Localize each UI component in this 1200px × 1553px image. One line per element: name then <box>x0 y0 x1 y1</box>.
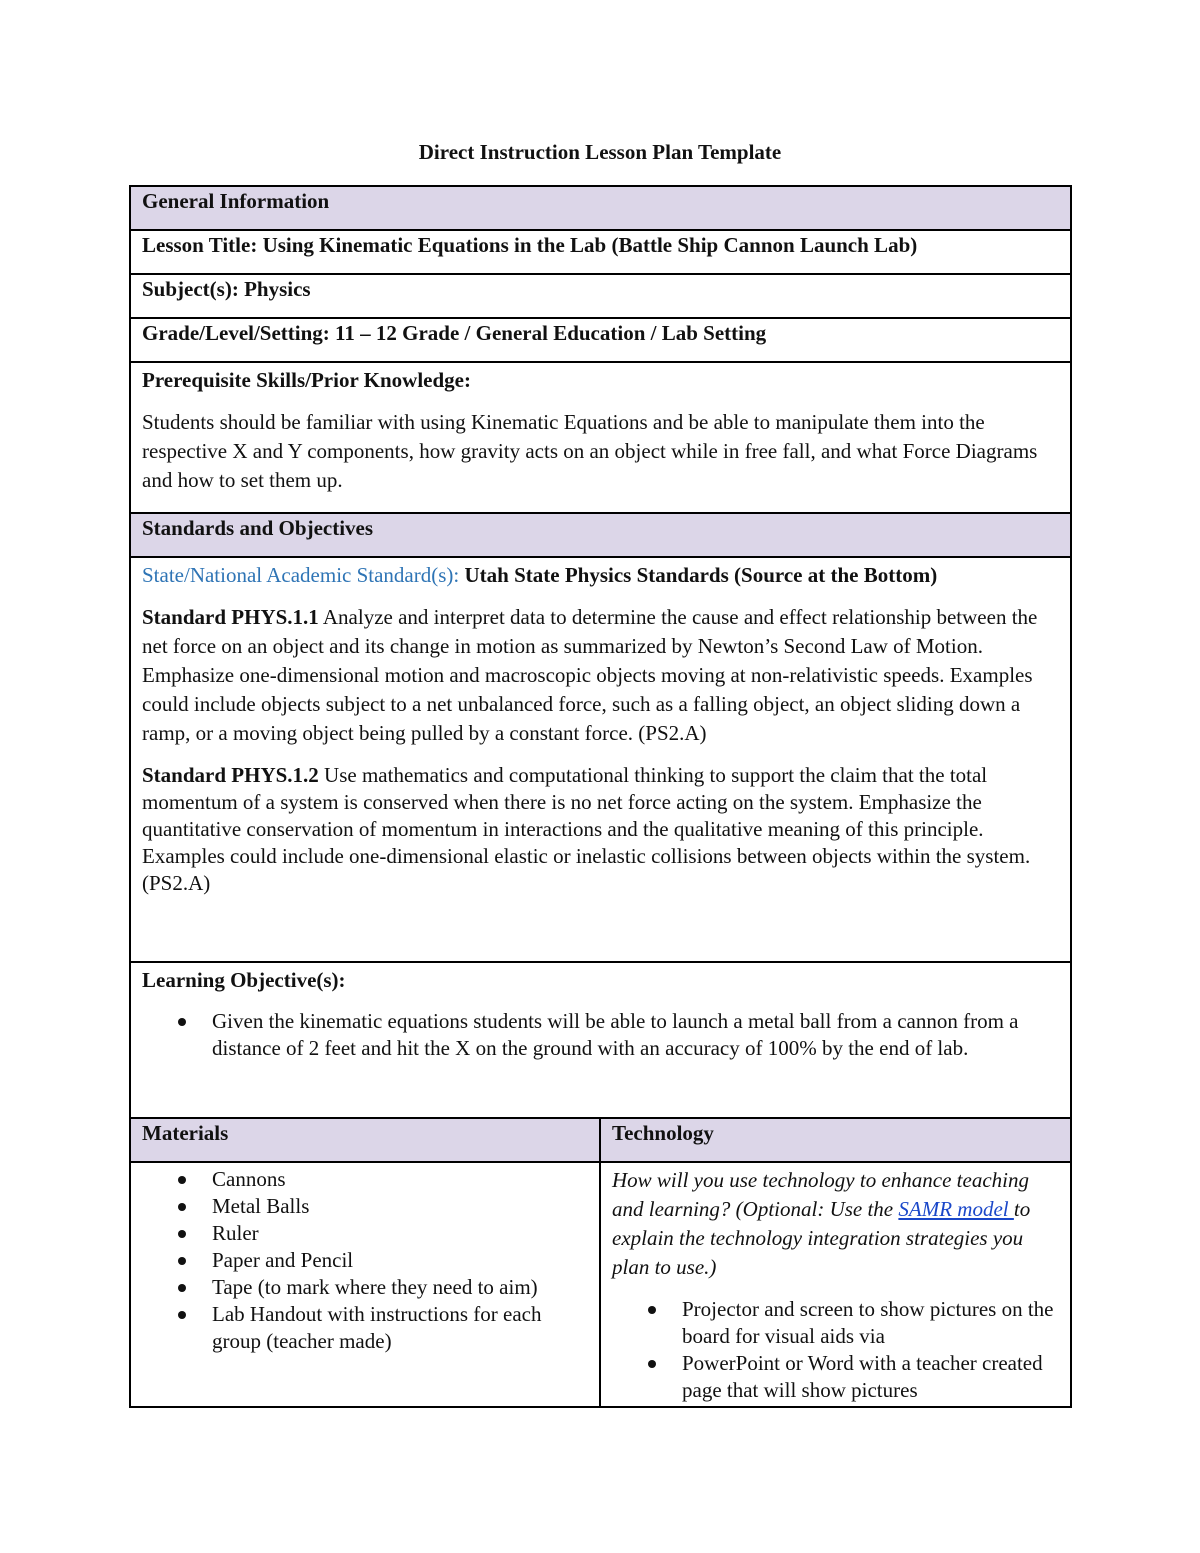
samr-model-link[interactable]: SAMR model <box>898 1197 1014 1221</box>
list-item: PowerPoint or Word with a teacher created page that will show pictures <box>682 1350 1060 1404</box>
standard-2-text: Use mathematics and computational thinking to support the claim that the total momentum of a system is conserved when there is no net force acting on the system. Emphasize the quantitative conservation of momentum in interactions and the qualitative meaning of this principle. Examples could include one-dimensional elastic or inelastic collisions between objects within the system. (PS2.A) <box>142 763 1031 895</box>
list-item: Metal Balls <box>212 1193 589 1220</box>
materials-header: Materials <box>130 1118 600 1162</box>
standard-phys-1-2 <box>142 762 1060 897</box>
technology-prompt <box>612 1166 1060 1282</box>
list-item: Lab Handout with instructions for each group (teacher made) <box>212 1301 589 1355</box>
technology-header: Technology <box>600 1118 1071 1162</box>
materials-cell <box>130 1162 600 1407</box>
learning-objectives-list <box>142 1008 1060 1062</box>
state-standard-value: Utah State Physics Standards (Source at the Bottom) <box>459 563 938 587</box>
technology-prompt-end: to explain the technology integration strategies you plan to use.) <box>612 1197 1031 1279</box>
list-item: Given the kinematic equations students will be able to launch a metal ball from a cannon from a distance of 2 feet and hit the X on the ground with an accuracy of 100% by the end of lab. <box>212 1008 1060 1062</box>
list-item: Tape (to mark where they need to aim) <box>212 1274 589 1301</box>
subjects: Subject(s): Physics <box>130 274 1071 318</box>
standards-cell <box>130 557 1071 962</box>
list-item: Ruler <box>212 1220 589 1247</box>
document-title: Direct Instruction Lesson Plan Template <box>418 140 782 164</box>
technology-prompt-start: How will you use technology to enhance teaching and learning? (Optional: Use the <box>612 1168 1029 1221</box>
state-standard-line <box>142 561 1060 589</box>
state-standard-label: State/National Academic Standard(s): <box>142 563 460 587</box>
list-item: Cannons <box>212 1166 589 1193</box>
standards-objectives-header: Standards and Objectives <box>130 513 1071 557</box>
lesson-plan-table <box>129 185 1072 1408</box>
materials-list <box>142 1166 589 1355</box>
learning-objectives-cell <box>130 962 1071 1118</box>
prerequisite-cell <box>130 362 1071 513</box>
prerequisite-label: Prerequisite Skills/Prior Knowledge: <box>142 368 471 392</box>
lesson-title: Lesson Title: Using Kinematic Equations in the Lab (Battle Ship Cannon Launch Lab) <box>130 230 1071 274</box>
list-item: Projector and screen to show pictures on the board for visual aids via <box>682 1296 1060 1350</box>
technology-list <box>612 1296 1060 1404</box>
standard-1-text: Analyze and interpret data to determine the cause and effect relationship between the net force on an object and its change in motion as summarized by Newton’s Second Law of Motion. Emphasize one-dimensional motion and macroscopic objects moving at non-relativistic speeds. Examples could include objects subject to a net unbalanced force, such as a falling object, an object sliding down a ramp, or a moving object being pulled by a constant force. (PS2.A) <box>142 605 1038 745</box>
list-item: Paper and Pencil <box>212 1247 589 1274</box>
grade-level-setting: Grade/Level/Setting: 11 – 12 Grade / General Education / Lab Setting <box>130 318 1071 362</box>
prerequisite-text: Students should be familiar with using Kinematic Equations and be able to manipulate them into the respective X and Y components, how gravity acts on an object while in free fall, and what Force Diagrams and how to set them up. <box>142 410 1038 492</box>
standard-phys-1-1 <box>142 603 1060 748</box>
technology-cell <box>600 1162 1071 1407</box>
standard-1-label: Standard PHYS.1.1 <box>142 605 319 629</box>
learning-objectives-label: Learning Objective(s): <box>142 968 346 992</box>
standard-2-label: Standard PHYS.1.2 <box>142 763 319 787</box>
general-information-header: General Information <box>130 186 1071 230</box>
